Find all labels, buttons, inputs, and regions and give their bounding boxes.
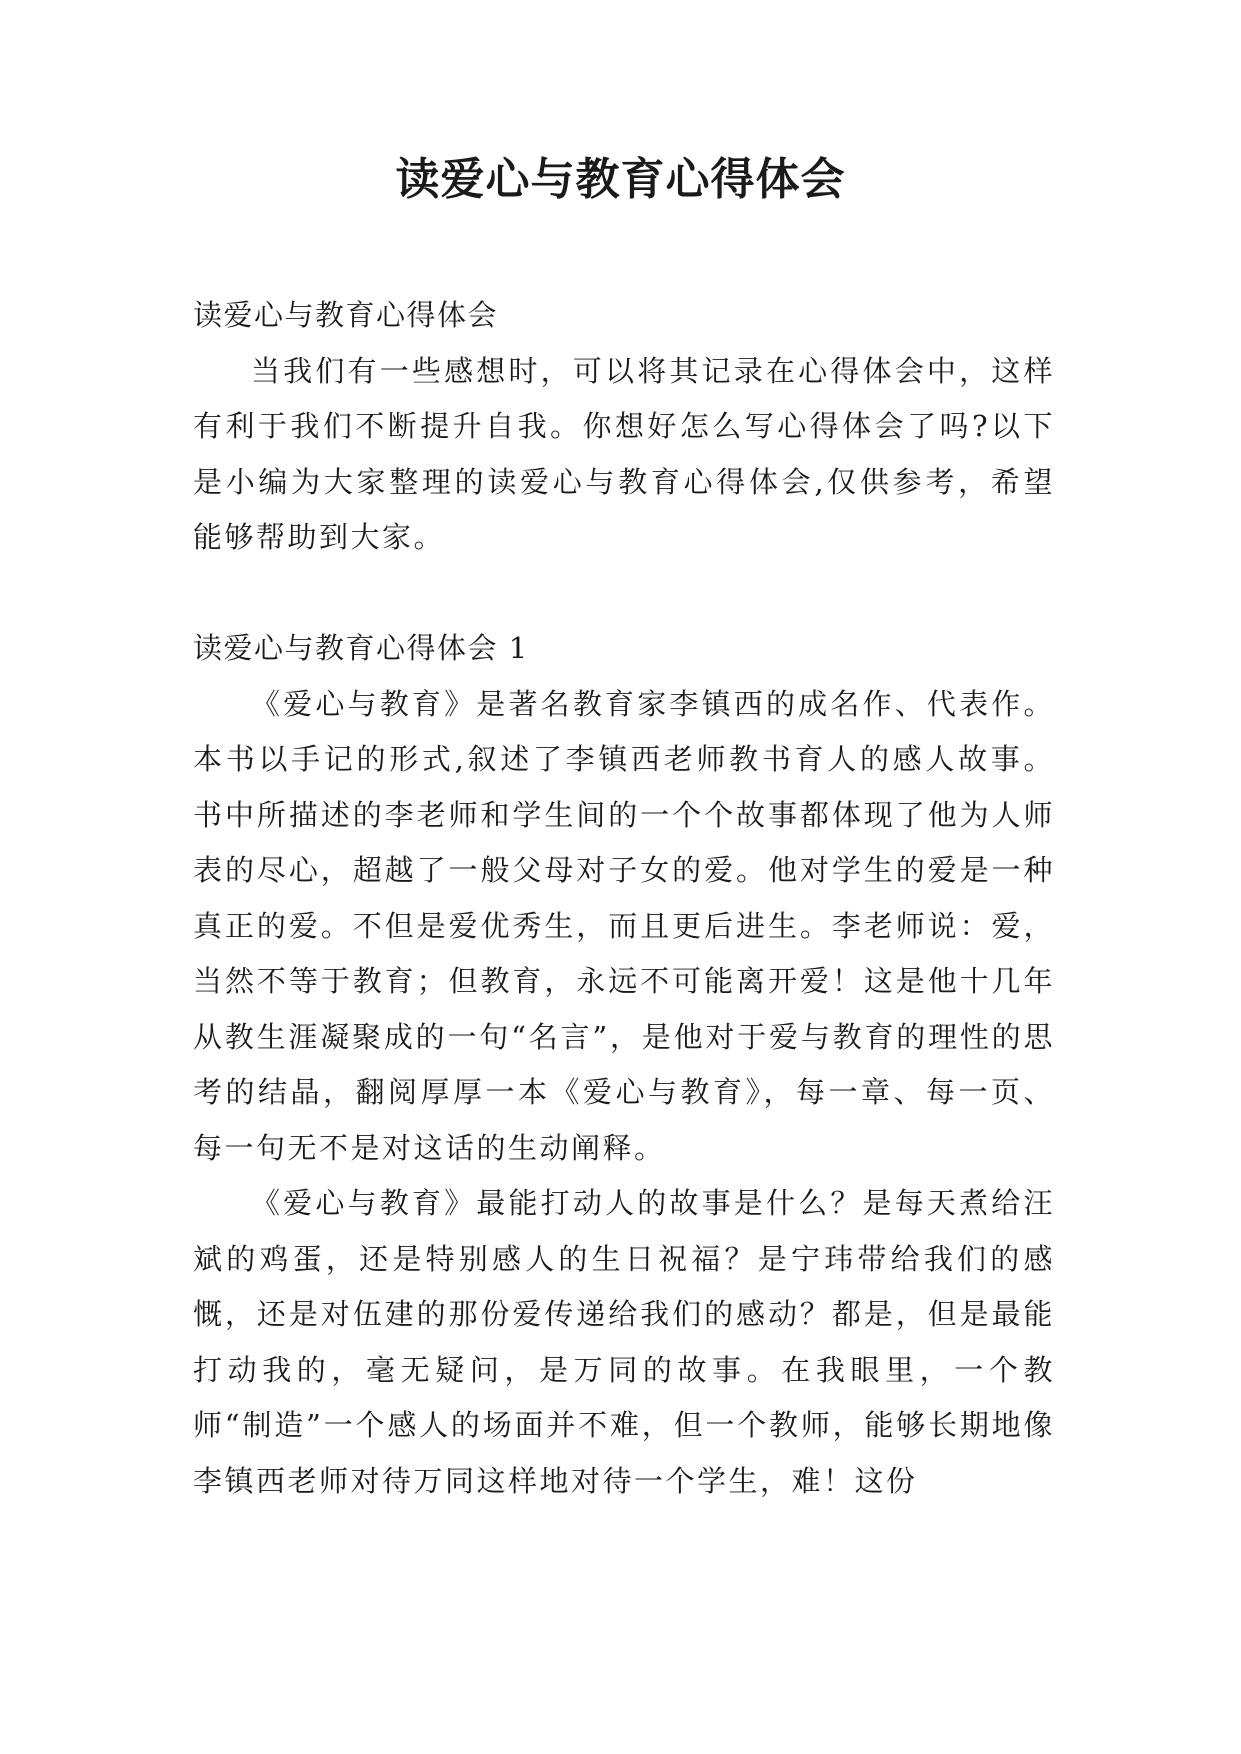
document-title: 读爱心与教育心得体会 (395, 154, 846, 205)
intro-paragraph: 当我们有一些感想时，可以将其记录在心得体会中，这样有利于我们不断提升自我。你想好怎么写心得体会了吗?以下是小编为大家整理的读爱心与教育心得体会,仅供参考，希望能够帮助到大家。 (193, 353, 1055, 554)
section1-paragraph-1: 《爱心与教育》是著名教育家李镇西的成名作、代表作。本书以手记的形式,叙述了李镇西老师教书育人的感人故事。书中所描述的李老师和学生间的一个个故事都体现了他为人师表的尽心，超越了一般父母对子女的爱。他对学生的爱是一种真正的爱。不但是爱优秀生，而且更后进生。李老师说：爱，当然不等于教育；但教育，永远不可能离开爱！这是他十几年从教生涯凝聚成的一句“名言”，是他对于爱与教育的理性的思考的结晶，翻阅厚厚一本《爱心与教育》，每一章、每一页、每一句无不是对这话的生动阐释。 (193, 686, 1055, 1165)
section1-paragraph-2: 《爱心与教育》最能打动人的故事是什么？是每天煮给汪斌的鸡蛋，还是特别感人的生日祝福？是宁玮带给我们的感慨，还是对伍建的那份爱传递给我们的感动？都是，但是最能打动我的，毫无疑问，是万同的故事。在我眼里，一个教师“制造”一个感人的场面并不难，但一个教师，能够长期地像李镇西老师对待万同这样地对待一个学生，难！这份 (193, 1186, 1055, 1498)
document-body (193, 288, 1055, 1509)
section-spacer (193, 566, 1055, 622)
section1-heading: 读爱心与教育心得体会 1 (193, 631, 529, 665)
intro-heading: 读爱心与教育心得体会 (193, 298, 499, 332)
